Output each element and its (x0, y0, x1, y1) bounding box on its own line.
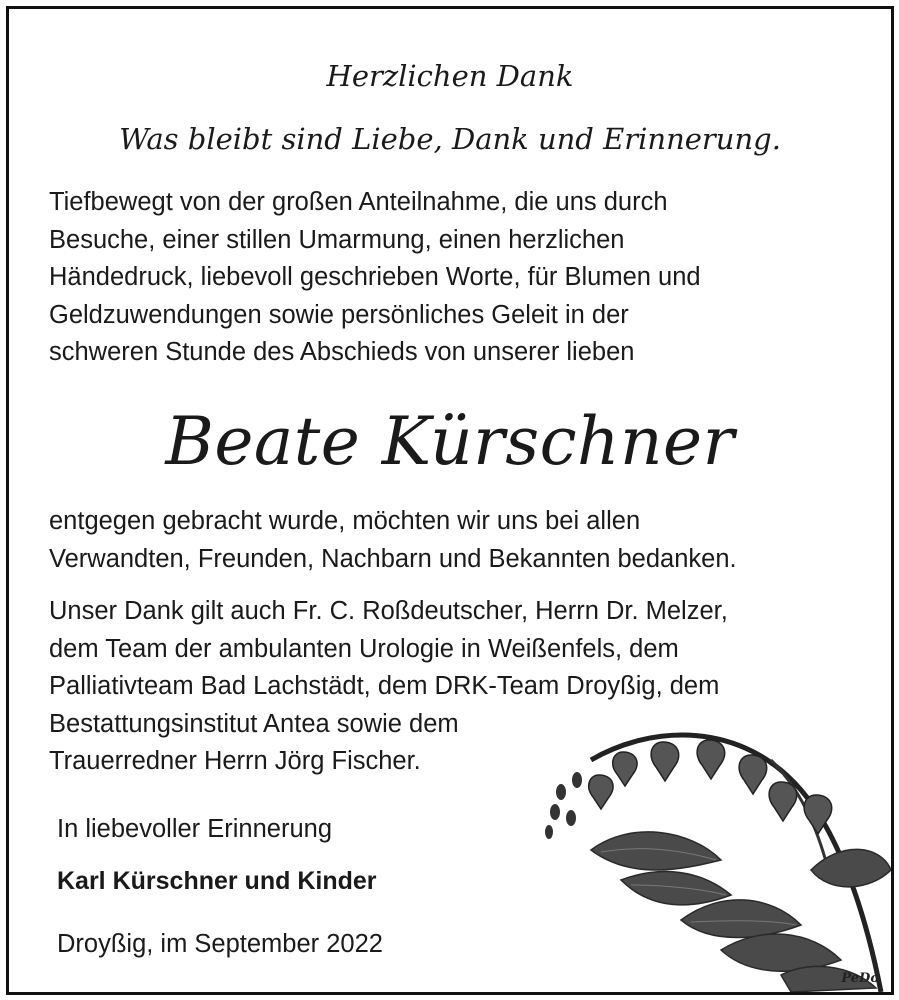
deceased-name: Beate Kürschner (165, 403, 735, 480)
place-date: Droyßig, im September 2022 (57, 930, 383, 958)
motto: Was bleibt sind Liebe, Dank und Erinnerung. (119, 122, 781, 156)
thanks-line: dem Team der ambulanten Urologie in Weißenfels, dem (49, 634, 679, 663)
intro-line: schweren Stunde des Abschieds von unserer lieben (49, 338, 635, 366)
thanks-line: Trauerredner Herrn Jörg Fischer. (49, 747, 421, 775)
artist-signature: PeDo (841, 971, 879, 986)
notice-frame (6, 6, 894, 995)
thanks-line: Bestattungsinstitut Antea sowie dem (49, 709, 459, 738)
heading: Herzlichen Dank (326, 59, 574, 93)
middle-line: entgegen gebracht wurde, möchten wir uns bei allen (49, 507, 641, 535)
intro-line: Besuche, einer stillen Umarmung, einen herzlichen (49, 225, 625, 254)
middle-line: Verwandten, Freunden, Nachbarn und Bekannten bedanken. (49, 544, 737, 573)
intro-paragraph (49, 184, 869, 372)
bleeding-heart-flower-illustration (531, 720, 891, 992)
signers: Karl Kürschner und Kinder (57, 867, 377, 895)
middle-paragraph (49, 503, 869, 578)
thanks-line: Unser Dank gilt auch Fr. C. Roßdeutscher, Herrn Dr. Melzer, (49, 597, 728, 625)
intro-line: Händedruck, liebevoll geschrieben Worte, für Blumen und (49, 263, 701, 291)
intro-line: Tiefbewegt von der großen Anteilnahme, die uns durch (49, 188, 668, 216)
closing-text: In liebevoller Erinnerung (57, 815, 332, 843)
thanks-line: Palliativteam Bad Lachstädt, dem DRK-Team Droyßig, dem (49, 672, 720, 700)
intro-line: Geldzuwendungen sowie persönliches Geleit in der (49, 300, 629, 329)
